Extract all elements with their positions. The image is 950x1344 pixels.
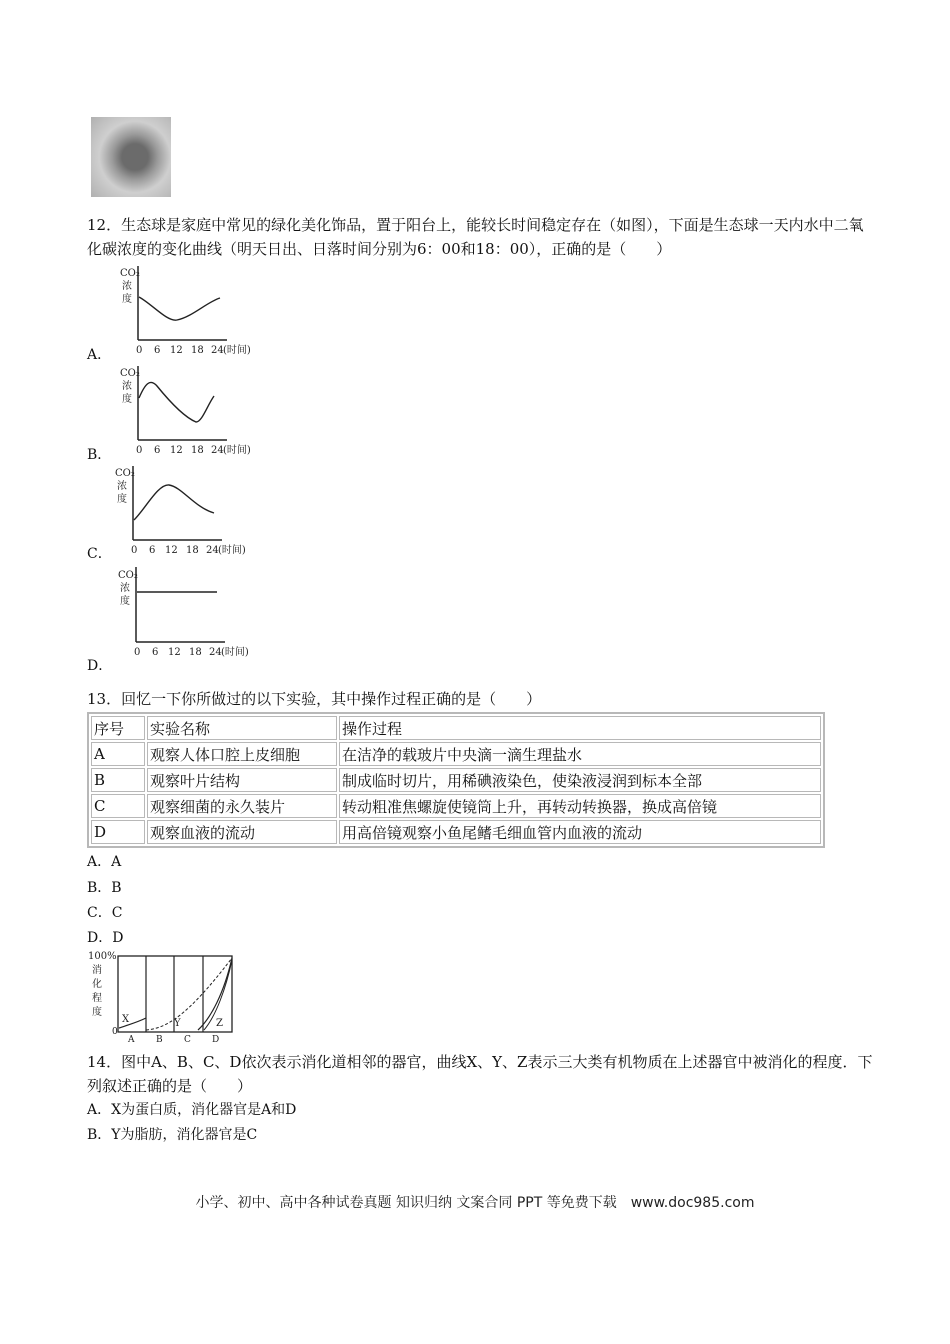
svg-text:12: 12 [170,345,183,356]
svg-text:24: 24 [206,545,219,556]
svg-text:24: 24 [209,647,222,658]
q14-option-a: A．X为蛋白质，消化器官是A和D [87,1102,297,1118]
page-footer: 小学、初中、高中各种试卷真题 知识归纳 文案合同 PPT 等免费下载 www.doc985.com [195,1195,755,1211]
table-cell: A [91,742,145,766]
q12-graph-c [112,462,267,558]
svg-text:6: 6 [154,345,161,356]
svg-text:100%: 100% [88,951,117,962]
svg-text:X: X [122,1014,130,1025]
table-cell: B [91,768,145,792]
svg-text:(时间): (时间) [218,545,246,556]
svg-text:度: 度 [117,494,127,505]
svg-text:24: 24 [211,445,224,456]
q13-stem: 13．回忆一下你所做过的以下实验，其中操作过程正确的是（ ） [87,690,542,708]
svg-text:0: 0 [136,445,143,456]
table-cell: 制成临时切片，用稀碘液染色，使染液浸润到标本全部 [339,768,821,792]
svg-text:CO₂: CO₂ [115,468,135,479]
svg-text:度: 度 [122,394,132,405]
svg-text:24: 24 [211,345,224,356]
svg-text:浓: 浓 [122,281,132,292]
header-cell: 操作过程 [339,716,821,740]
svg-text:18: 18 [191,345,204,356]
q13-option-d: D．D [87,930,124,946]
svg-text:浓: 浓 [122,381,132,392]
q12-option-c-label: C． [87,546,112,562]
q12-option-a-label: A． [87,347,112,363]
svg-text:CO₂: CO₂ [120,268,140,279]
ecosphere-photo [91,117,171,197]
svg-text:程: 程 [92,993,102,1004]
svg-text:化: 化 [92,979,102,990]
table-row [91,820,821,844]
svg-text:12: 12 [165,545,178,556]
svg-text:0: 0 [134,647,141,658]
table-cell: 转动粗准焦螺旋使镜筒上升，再转动转换器，换成高倍镜 [339,794,821,818]
svg-text:0: 0 [131,545,138,556]
q12-graph-b [112,362,267,458]
table-cell: 观察血液的流动 [147,820,337,844]
table-cell: 观察人体口腔上皮细胞 [147,742,337,766]
table-row [91,794,821,818]
svg-text:12: 12 [168,647,181,658]
svg-text:18: 18 [191,445,204,456]
q14-digestion-figure [86,948,238,1044]
table-cell: D [91,820,145,844]
q14-option-b: B．Y为脂肪，消化器官是C [87,1127,258,1143]
svg-text:(时间): (时间) [223,445,251,456]
svg-text:度: 度 [120,596,130,607]
svg-text:Y: Y [174,1018,181,1029]
svg-text:C: C [184,1035,191,1044]
svg-text:12: 12 [170,445,183,456]
table-cell: 观察细菌的永久装片 [147,794,337,818]
svg-text:度: 度 [122,294,132,305]
table-row [91,768,821,792]
svg-text:Z: Z [216,1018,223,1029]
svg-text:(时间): (时间) [221,647,249,658]
svg-text:度: 度 [92,1007,102,1018]
svg-text:浓: 浓 [117,481,127,492]
q13-option-c: C．C [87,905,123,921]
q12-option-d-label: D． [87,658,113,674]
table-row [91,742,821,766]
svg-text:6: 6 [154,445,161,456]
q13-option-a: A．A [87,854,122,870]
q13-experiment-table [87,712,825,848]
svg-text:(时间): (时间) [223,345,251,356]
svg-text:B: B [156,1035,163,1044]
svg-text:D: D [212,1035,220,1044]
q12-graph-d [112,562,267,660]
svg-text:消: 消 [92,965,102,976]
q12-stem: 12．生态球是家庭中常见的绿化美化饰品，置于阳台上，能较长时间稳定存在（如图），下面是生态球一天内水中二氧化碳浓度的变化曲线（明天日出、日落时间分别为6：00和18：00），正确的是（ ） [87,216,864,258]
svg-text:6: 6 [149,545,156,556]
svg-text:浓: 浓 [120,583,130,594]
svg-text:6: 6 [152,647,159,658]
svg-text:0: 0 [136,345,143,356]
svg-text:18: 18 [189,647,202,658]
q12-option-b-label: B． [87,447,112,463]
svg-text:CO₂: CO₂ [118,570,138,581]
q14-stem: 14．图中A、B、C、D依次表示消化道相邻的器官，曲线X、Y、Z表示三大类有机物质在上述器官中被消化的程度．下列叙述正确的是（ ） [87,1053,873,1095]
header-cell: 序号 [91,716,145,740]
table-cell: 在洁净的载玻片中央滴一滴生理盐水 [339,742,821,766]
table-header-row [91,716,821,740]
svg-text:A: A [128,1035,135,1044]
q12-graph-a [112,262,267,358]
header-cell: 实验名称 [147,716,337,740]
svg-text:0: 0 [112,1027,118,1037]
svg-text:CO₂: CO₂ [120,368,140,379]
q13-option-b: B．B [87,880,122,896]
table-cell: 观察叶片结构 [147,768,337,792]
table-cell: 用高倍镜观察小鱼尾鳍毛细血管内血液的流动 [339,820,821,844]
table-cell: C [91,794,145,818]
svg-text:18: 18 [186,545,199,556]
